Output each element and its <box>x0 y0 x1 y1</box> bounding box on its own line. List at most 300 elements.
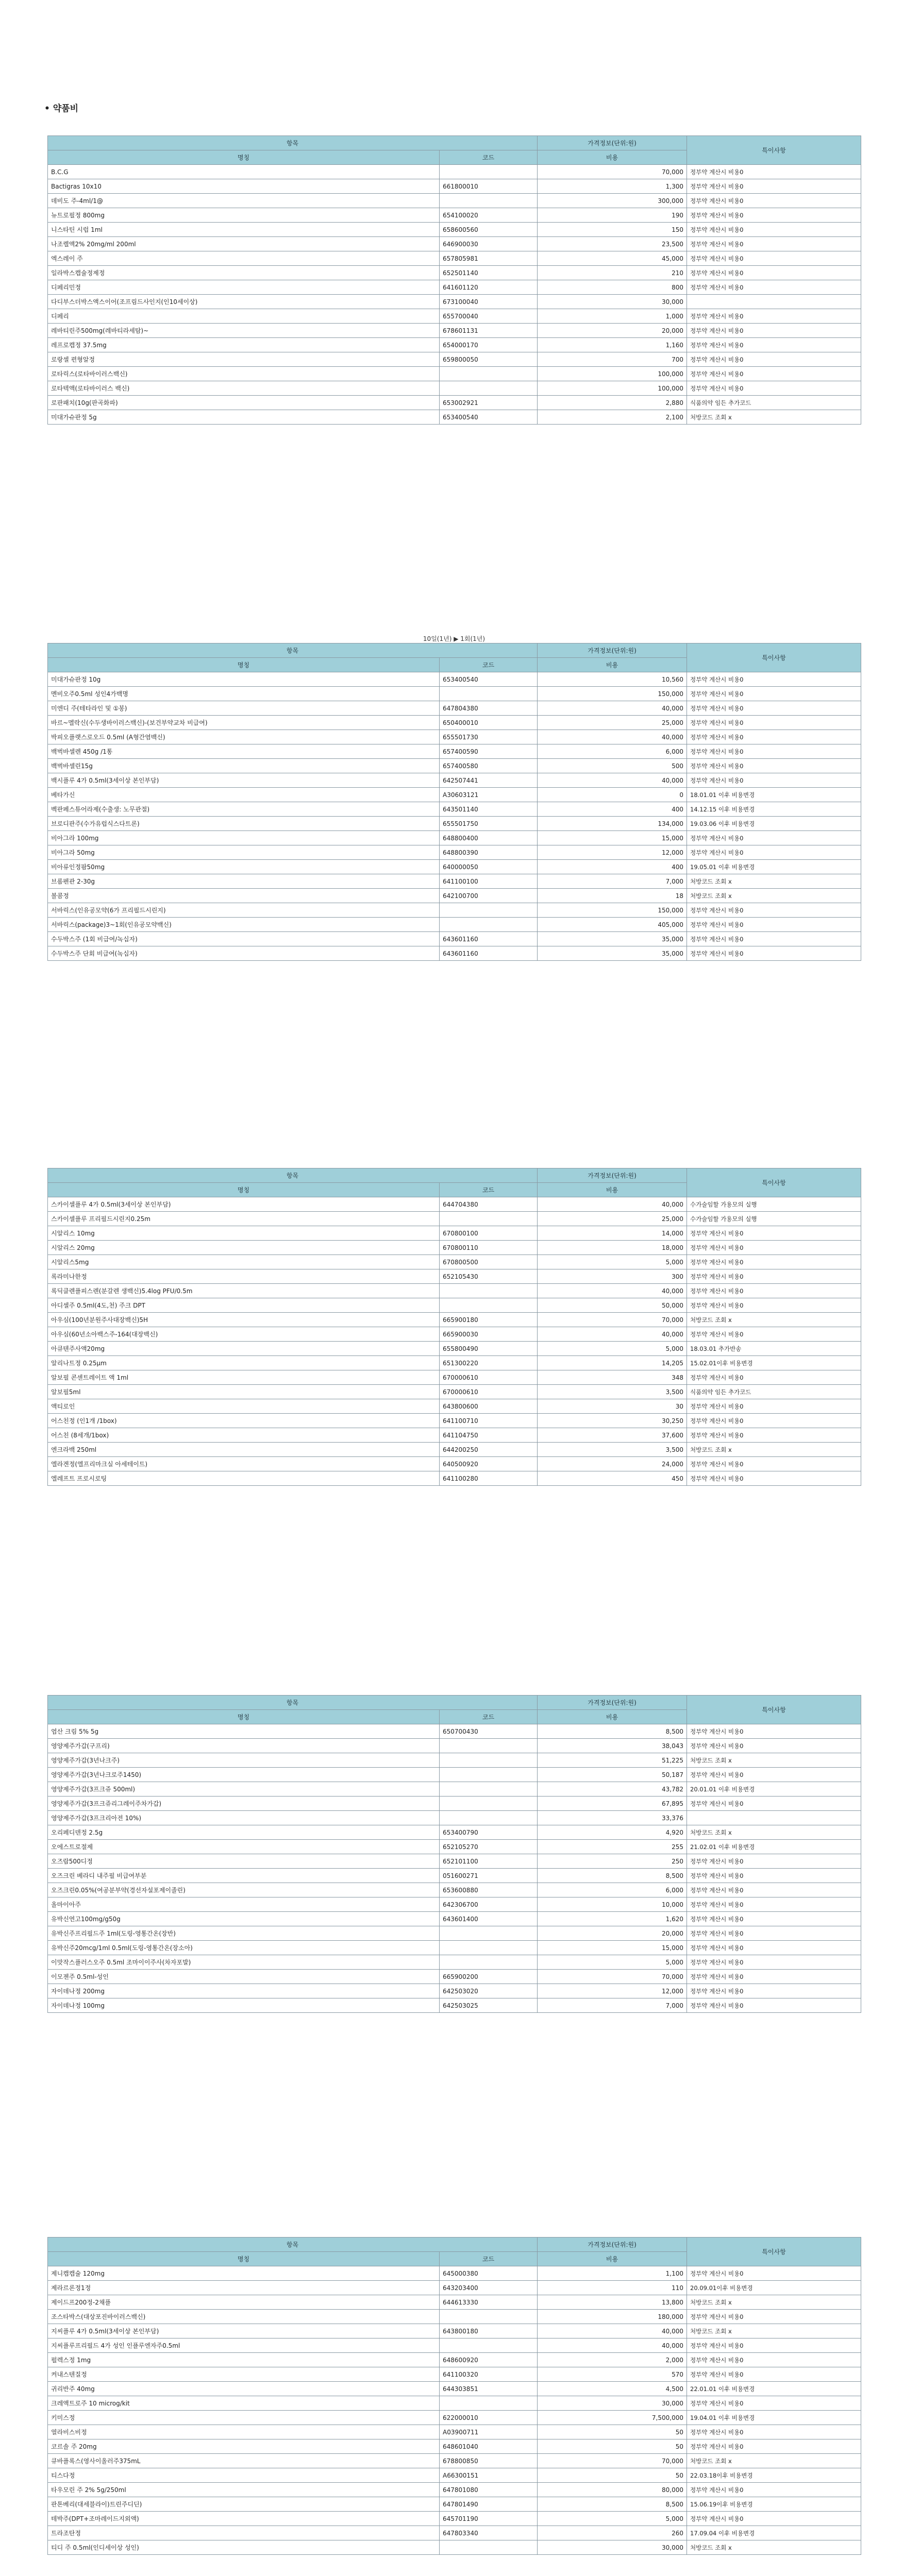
price-cell: 40,000 <box>538 1327 687 1342</box>
drug-name-cell: 시알리스 10mg <box>48 1226 440 1241</box>
table-row <box>48 1739 861 1753</box>
drug-name-cell: 켜내스텐질정 <box>48 2367 440 2382</box>
drug-code-cell <box>440 2396 538 2411</box>
note-cell: 정부약 계산시 비용0 <box>687 1739 861 1753</box>
header-price-group: 가격정보(단위:원) <box>538 1696 687 1710</box>
price-cell: 23,500 <box>538 237 687 251</box>
note-cell: 처방코드 조회 x <box>687 410 861 425</box>
drug-name-cell: 티스다정 <box>48 2468 440 2483</box>
table-row <box>48 1269 861 1284</box>
note-cell: 20.09.01이후 비용변경 <box>687 2281 861 2295</box>
price-cell: 30,000 <box>538 2540 687 2555</box>
table-row <box>48 1970 861 1984</box>
table-row <box>48 1897 861 1912</box>
drug-name-cell: 수두박스주 (1회 비급여/녹십자) <box>48 932 440 946</box>
table-row <box>48 338 861 352</box>
price-cell: 14,000 <box>538 1226 687 1241</box>
table-row <box>48 2324 861 2338</box>
note-cell: 정부약 계산시 비용0 <box>687 179 861 194</box>
header-item: 항목 <box>48 136 538 150</box>
note-cell: 정부약 계산시 비용0 <box>687 701 861 716</box>
table-row <box>48 1327 861 1342</box>
note-cell: 정부약 계산시 비용0 <box>687 381 861 396</box>
table-row <box>48 266 861 280</box>
header-price-group: 가격정보(단위:원) <box>538 136 687 150</box>
table-row <box>48 1457 861 1471</box>
table-row <box>48 1984 861 1998</box>
price-cell: 50 <box>538 2439 687 2454</box>
drug-code-cell: 653002921 <box>440 396 538 410</box>
note-cell: 정부약 계산시 비용0 <box>687 918 861 932</box>
note-cell: 정부약 계산시 비용0 <box>687 1912 861 1926</box>
note-cell: 정부약 계산시 비용0 <box>687 2338 861 2353</box>
drug-name-cell: 시알리스5mg <box>48 1255 440 1269</box>
price-cell: 30,000 <box>538 2396 687 2411</box>
table-row <box>48 352 861 367</box>
table-row <box>48 845 861 860</box>
header-code: 코드 <box>440 2252 538 2266</box>
price-cell: 15,000 <box>538 1941 687 1955</box>
drug-code-cell: 644200250 <box>440 1443 538 1457</box>
price-cell: 100,000 <box>538 381 687 396</box>
price-cell: 400 <box>538 802 687 817</box>
drug-code-cell: 640000050 <box>440 860 538 874</box>
drug-code-cell: 661800010 <box>440 179 538 194</box>
note-cell: 정부약 계산시 비용0 <box>687 1883 861 1897</box>
price-table <box>47 643 861 961</box>
table-row <box>48 788 861 802</box>
drug-name-cell: 영양제주가갑(3프크리아전 10%) <box>48 1811 440 1825</box>
drug-name-cell: 어스친정 (인1개 /1box) <box>48 1414 440 1428</box>
note-cell: 수가술임할 가용모의 실행 <box>687 1212 861 1226</box>
drug-name-cell: 아큐텐주사액20mg <box>48 1342 440 1356</box>
drug-name-cell: 티디 주 0.5ml(인디세이상 성인) <box>48 2540 440 2555</box>
drug-code-cell: 641104750 <box>440 1428 538 1443</box>
header-price-group: 가격정보(단위:원) <box>538 2238 687 2252</box>
drug-code-cell: 648600920 <box>440 2353 538 2367</box>
drug-name-cell: 자이데나정 100mg <box>48 1998 440 2013</box>
note-cell: 정부약 계산시 비용0 <box>687 1226 861 1241</box>
drug-code-cell <box>440 1212 538 1226</box>
drug-code-cell <box>440 165 538 179</box>
note-cell: 정부약 계산시 비용0 <box>687 2483 861 2497</box>
table-row <box>48 1998 861 2013</box>
price-cell: 2,880 <box>538 396 687 410</box>
drug-code-cell: 644704380 <box>440 1197 538 1212</box>
drug-code-cell <box>440 1782 538 1797</box>
header-code: 코드 <box>440 1183 538 1197</box>
note-cell <box>687 295 861 309</box>
price-cell: 12,000 <box>538 1984 687 1998</box>
table-row <box>48 2454 861 2468</box>
drug-code-cell: 650400010 <box>440 716 538 730</box>
table-row <box>48 2483 861 2497</box>
table-row <box>48 730 861 744</box>
price-cell: 10,560 <box>538 672 687 687</box>
table-row <box>48 759 861 773</box>
drug-code-cell: 051600271 <box>440 1869 538 1883</box>
price-cell: 250 <box>538 1854 687 1869</box>
drug-name-cell: 로타텍액(로타바이러스 백신) <box>48 381 440 396</box>
drug-code-cell: A66300151 <box>440 2468 538 2483</box>
table-row <box>48 1869 861 1883</box>
drug-code-cell: 647804380 <box>440 701 538 716</box>
drug-code-cell: 642503020 <box>440 1984 538 1998</box>
table-row <box>48 223 861 237</box>
note-cell: 처방코드 조회 x <box>687 1825 861 1840</box>
header-name: 명칭 <box>48 658 440 672</box>
drug-name-cell: 어스친 (8세개/1box) <box>48 1428 440 1443</box>
table-row <box>48 2526 861 2540</box>
price-cell: 18,000 <box>538 1241 687 1255</box>
note-cell: 처방코드 조회 x <box>687 874 861 889</box>
table-row <box>48 280 861 295</box>
drug-name-cell: 나조렐액2% 20mg/ml 200ml <box>48 237 440 251</box>
header-note: 특이사항 <box>687 1696 861 1724</box>
note-cell: 15.06.19이후 비용변경 <box>687 2497 861 2512</box>
price-cell: 70,000 <box>538 1970 687 1984</box>
drug-name-cell: 올마이아주 <box>48 1897 440 1912</box>
table-row <box>48 802 861 817</box>
table-row <box>48 1883 861 1897</box>
table-row <box>48 946 861 961</box>
price-cell: 38,043 <box>538 1739 687 1753</box>
note-cell: 정부약 계산시 비용0 <box>687 208 861 223</box>
drug-name-cell: 아우심(100년분원주사대장백신)5H <box>48 1313 440 1327</box>
note-cell: 20.01.01 이후 비용변경 <box>687 1782 861 1797</box>
note-cell: 정부약 계산시 비용0 <box>687 2367 861 2382</box>
price-cell: 5,000 <box>538 1255 687 1269</box>
note-cell: 정부약 계산시 비용0 <box>687 367 861 381</box>
table-row <box>48 903 861 918</box>
drug-name-cell: 조스타박스(대상포진바이러스백신) <box>48 2310 440 2324</box>
price-cell: 25,000 <box>538 1212 687 1226</box>
drug-code-cell <box>440 1284 538 1298</box>
note-cell: 정부약 계산시 비용0 <box>687 1327 861 1342</box>
price-cell: 51,225 <box>538 1753 687 1768</box>
drug-name-cell: 데비도 주-4ml/1@ <box>48 194 440 208</box>
drug-name-cell: 일라박스캡슐정제정 <box>48 266 440 280</box>
drug-name-cell: 엔크라백 250ml <box>48 1443 440 1457</box>
price-cell: 40,000 <box>538 2338 687 2353</box>
drug-code-cell <box>440 1739 538 1753</box>
table-row <box>48 1226 861 1241</box>
table-row <box>48 194 861 208</box>
table-row <box>48 2468 861 2483</box>
drug-code-cell: 665900180 <box>440 1313 538 1327</box>
drug-code-cell <box>440 1797 538 1811</box>
drug-name-cell: 이모젠주 0.5ml-성인 <box>48 1970 440 1984</box>
note-cell: 정부약 계산시 비용0 <box>687 2396 861 2411</box>
header-note: 특이사항 <box>687 643 861 672</box>
drug-code-cell: 648800400 <box>440 831 538 845</box>
drug-name-cell: 록라미나한정 <box>48 1269 440 1284</box>
drug-name-cell: 디페리 <box>48 309 440 324</box>
table-row <box>48 410 861 425</box>
note-cell: 정부약 계산시 비용0 <box>687 2353 861 2367</box>
table-row <box>48 1313 861 1327</box>
drug-name-cell: 로타릭스(로타바이러스백신) <box>48 367 440 381</box>
drug-name-cell: 알보필 콘센트레이트 액 1ml <box>48 1370 440 1385</box>
header-price: 비용 <box>538 150 687 165</box>
drug-code-cell: 643800180 <box>440 2324 538 2338</box>
price-cell: 7,000 <box>538 874 687 889</box>
price-cell: 180,000 <box>538 2310 687 2324</box>
note-cell: 정부약 계산시 비용0 <box>687 759 861 773</box>
header-note: 특이사항 <box>687 1168 861 1197</box>
drug-name-cell: 스카이셀플루 4가 0.5ml(3세이상 본인부담) <box>48 1197 440 1212</box>
header-name: 명칭 <box>48 150 440 165</box>
table-row <box>48 1782 861 1797</box>
table-row <box>48 295 861 309</box>
price-cell: 5,000 <box>538 2512 687 2526</box>
note-cell: 정부약 계산시 비용0 <box>687 716 861 730</box>
table-row <box>48 932 861 946</box>
table-row <box>48 889 861 903</box>
table-row <box>48 1298 861 1313</box>
drug-code-cell: 653600880 <box>440 1883 538 1897</box>
drug-code-cell <box>440 1926 538 1941</box>
note-cell: 수가술임할 가용모의 실행 <box>687 1197 861 1212</box>
note-cell: 정부약 계산시 비용0 <box>687 2310 861 2324</box>
price-table <box>47 1695 861 2013</box>
table-row <box>48 1399 861 1414</box>
price-table <box>47 1168 861 1486</box>
drug-code-cell <box>440 381 538 396</box>
table-row <box>48 2396 861 2411</box>
drug-code-cell: 655800490 <box>440 1342 538 1356</box>
price-cell: 20,000 <box>538 1926 687 1941</box>
price-cell: 500 <box>538 759 687 773</box>
price-cell: 50,000 <box>538 1298 687 1313</box>
price-cell: 70,000 <box>538 2454 687 2468</box>
price-table-block <box>47 2237 861 2555</box>
note-cell: 정부약 계산시 비용0 <box>687 687 861 701</box>
price-cell: 700 <box>538 352 687 367</box>
price-table-block <box>47 643 861 961</box>
note-cell: 정부약 계산시 비용0 <box>687 1869 861 1883</box>
table-row <box>48 396 861 410</box>
table-row <box>48 918 861 932</box>
drug-name-cell: 백벅바셀렌 450g /1통 <box>48 744 440 759</box>
note-cell: 정부약 계산시 비용0 <box>687 1854 861 1869</box>
drug-name-cell: 알보필5ml <box>48 1385 440 1399</box>
table-row <box>48 1797 861 1811</box>
price-cell: 70,000 <box>538 1313 687 1327</box>
drug-code-cell <box>440 1941 538 1955</box>
note-cell: 정부약 계산시 비용0 <box>687 903 861 918</box>
header-price: 비용 <box>538 2252 687 2266</box>
price-cell: 40,000 <box>538 730 687 744</box>
header-note: 특이사항 <box>687 2238 861 2266</box>
table-row <box>48 324 861 338</box>
table-row <box>48 1356 861 1370</box>
drug-name-cell: 레바티린주500mg(레바티라세탐)~ <box>48 324 440 338</box>
drug-code-cell: 647801080 <box>440 2483 538 2497</box>
price-cell: 5,000 <box>538 1955 687 1970</box>
note-cell: 정부약 계산시 비용0 <box>687 1926 861 1941</box>
drug-code-cell: 670800110 <box>440 1241 538 1255</box>
table-row <box>48 744 861 759</box>
note-cell: 정부약 계산시 비용0 <box>687 194 861 208</box>
note-cell: 처방코드 조회 x <box>687 889 861 903</box>
drug-code-cell <box>440 2310 538 2324</box>
price-cell: 37,600 <box>538 1428 687 1443</box>
table-row <box>48 687 861 701</box>
note-cell: 정부약 계산시 비용0 <box>687 324 861 338</box>
note-cell: 정부약 계산시 비용0 <box>687 165 861 179</box>
drug-name-cell: 니스타틴 시럽 1ml <box>48 223 440 237</box>
drug-name-cell: 멘비오주0.5ml 성인4가백명 <box>48 687 440 701</box>
drug-code-cell: 648601040 <box>440 2439 538 2454</box>
note-cell: 정부약 계산시 비용0 <box>687 1955 861 1970</box>
drug-name-cell: 시알리스 20mg <box>48 1241 440 1255</box>
header-item: 항목 <box>48 1168 538 1183</box>
drug-name-cell: 오리페디덴정 2.5g <box>48 1825 440 1840</box>
table-row <box>48 1926 861 1941</box>
drug-name-cell: 테박주(DPT+조마레이드지외액) <box>48 2512 440 2526</box>
note-cell: 22.01.01 이후 비용변경 <box>687 2382 861 2396</box>
price-cell: 50,187 <box>538 1768 687 1782</box>
drug-name-cell: 알리나트정 0.25μm <box>48 1356 440 1370</box>
price-cell: 30 <box>538 1399 687 1414</box>
table-row <box>48 1471 861 1486</box>
table-row <box>48 2439 861 2454</box>
drug-name-cell: 영양제주가갑(3년나크로주1450) <box>48 1768 440 1782</box>
table-row <box>48 2353 861 2367</box>
drug-code-cell <box>440 687 538 701</box>
drug-code-cell: 655501750 <box>440 817 538 831</box>
price-cell: 43,782 <box>538 1782 687 1797</box>
drug-name-cell: 오즈크린 베라디 내주필 비급여부분 <box>48 1869 440 1883</box>
price-cell: 255 <box>538 1840 687 1854</box>
table-row <box>48 1811 861 1825</box>
note-cell: 정부약 계산시 비용0 <box>687 773 861 788</box>
table-row <box>48 1941 861 1955</box>
price-cell: 6,000 <box>538 744 687 759</box>
drug-name-cell: 타우모린 주 2% 5g/250ml <box>48 2483 440 2497</box>
drug-name-cell: 레프로캡정 37.5mg <box>48 338 440 352</box>
drug-name-cell: 영양제주가갑(3프크쥬리그레이주차가갑) <box>48 1797 440 1811</box>
drug-code-cell: 647803340 <box>440 2526 538 2540</box>
table-row <box>48 2497 861 2512</box>
note-cell: 처방코드 조회 x <box>687 2454 861 2468</box>
header-name: 명칭 <box>48 1183 440 1197</box>
note-cell: 18.01.01 이후 비용변경 <box>687 788 861 802</box>
drug-code-cell: 650700430 <box>440 1724 538 1739</box>
table-row <box>48 1724 861 1739</box>
drug-name-cell: 서바릭스(인유공모약(6가 프리필드시린지) <box>48 903 440 918</box>
price-cell: 5,000 <box>538 1342 687 1356</box>
note-cell: 처방코드 조회 x <box>687 1753 861 1768</box>
price-cell: 15,000 <box>538 831 687 845</box>
between-note: 10일(1년) ▶ 1회(1년) <box>423 635 486 642</box>
drug-code-cell: 641100320 <box>440 2367 538 2382</box>
note-cell: 정부약 계산시 비용0 <box>687 1399 861 1414</box>
price-cell: 1,620 <box>538 1912 687 1926</box>
drug-name-cell: 수두박스주 단회 비급여(녹십자) <box>48 946 440 961</box>
drug-name-cell: 판톤베리(대세블라이)트린주디딘) <box>48 2497 440 2512</box>
drug-name-cell: 록딕클렌플피스렌(분갈렌 생백신)5.4log PFU/0.5m <box>48 1284 440 1298</box>
price-cell: 8,500 <box>538 1869 687 1883</box>
note-cell: 정부약 계산시 비용0 <box>687 223 861 237</box>
price-cell: 40,000 <box>538 701 687 716</box>
price-cell: 35,000 <box>538 946 687 961</box>
header-item: 항목 <box>48 1696 538 1710</box>
drug-name-cell: 엘라겐정(엘프리마크실 아세테이트) <box>48 1457 440 1471</box>
price-cell: 1,000 <box>538 309 687 324</box>
drug-name-cell: 브롬펜관 2-30g <box>48 874 440 889</box>
price-cell: 20,000 <box>538 324 687 338</box>
price-cell: 4,500 <box>538 2382 687 2396</box>
price-cell: 45,000 <box>538 251 687 266</box>
drug-name-cell: 영양제주가갑(3년나크주) <box>48 1753 440 1768</box>
price-cell: 8,500 <box>538 1724 687 1739</box>
table-row <box>48 1241 861 1255</box>
drug-code-cell: 665900030 <box>440 1327 538 1342</box>
header-name: 명칭 <box>48 2252 440 2266</box>
drug-name-cell: 큐바플록스(영사이올러주375mL <box>48 2454 440 2468</box>
header-price-group: 가격정보(단위:원) <box>538 643 687 658</box>
table-row <box>48 165 861 179</box>
price-cell: 150,000 <box>538 687 687 701</box>
table-row <box>48 2295 861 2310</box>
drug-name-cell: 유박신연고100mg/g50g <box>48 1912 440 1926</box>
drug-code-cell: 665900200 <box>440 1970 538 1984</box>
drug-code-cell: 648800390 <box>440 845 538 860</box>
drug-name-cell: 엘레프트 프로시로팅 <box>48 1471 440 1486</box>
note-cell <box>687 1811 861 1825</box>
drug-code-cell: 678601131 <box>440 324 538 338</box>
drug-name-cell: 제이드프200정-2채플 <box>48 2295 440 2310</box>
note-cell: 정부약 계산시 비용0 <box>687 1298 861 1313</box>
header-price: 비용 <box>538 1710 687 1724</box>
drug-name-cell: 아디셀주 0.5ml(4도,천) 주크 DPT <box>48 1298 440 1313</box>
drug-name-cell: 코르솔 주 20mg <box>48 2439 440 2454</box>
table-row <box>48 2367 861 2382</box>
table-row <box>48 817 861 831</box>
note-cell: 정부약 계산시 비용0 <box>687 1414 861 1428</box>
header-code: 코드 <box>440 150 538 165</box>
drug-code-cell: 653400540 <box>440 410 538 425</box>
drug-code-cell <box>440 1298 538 1313</box>
drug-name-cell: 지씨플루프리필드 4가 성인 인플루엔자주0.5ml <box>48 2338 440 2353</box>
price-cell: 70,000 <box>538 165 687 179</box>
drug-code-cell: 641100710 <box>440 1414 538 1428</box>
price-cell: 300,000 <box>538 194 687 208</box>
drug-code-cell: 651300220 <box>440 1356 538 1370</box>
header-code: 코드 <box>440 658 538 672</box>
drug-name-cell: 이맛작스플러스오주 0.5ml 조마이이주사(차자포발) <box>48 1955 440 1970</box>
drug-name-cell: 영양제주가갑(구프리) <box>48 1739 440 1753</box>
note-cell: 정부약 계산시 비용0 <box>687 730 861 744</box>
price-cell: 3,500 <box>538 1443 687 1457</box>
price-cell: 30,250 <box>538 1414 687 1428</box>
note-cell: 정부약 계산시 비용0 <box>687 1471 861 1486</box>
drug-name-cell: 열라비스비정 <box>48 2425 440 2439</box>
drug-name-cell: 볼콤정 <box>48 889 440 903</box>
drug-code-cell: 643501140 <box>440 802 538 817</box>
price-cell: 7,500,000 <box>538 2411 687 2425</box>
drug-name-cell: 로랑셀 편형알정 <box>48 352 440 367</box>
table-row <box>48 1428 861 1443</box>
drug-name-cell: 아우심(60년소아백스주-164(대장백신) <box>48 1327 440 1342</box>
price-cell: 67,895 <box>538 1797 687 1811</box>
drug-name-cell: 베타가신 <box>48 788 440 802</box>
note-cell: 정부약 계산시 비용0 <box>687 831 861 845</box>
price-cell: 1,100 <box>538 2266 687 2281</box>
drug-code-cell: 646900030 <box>440 237 538 251</box>
